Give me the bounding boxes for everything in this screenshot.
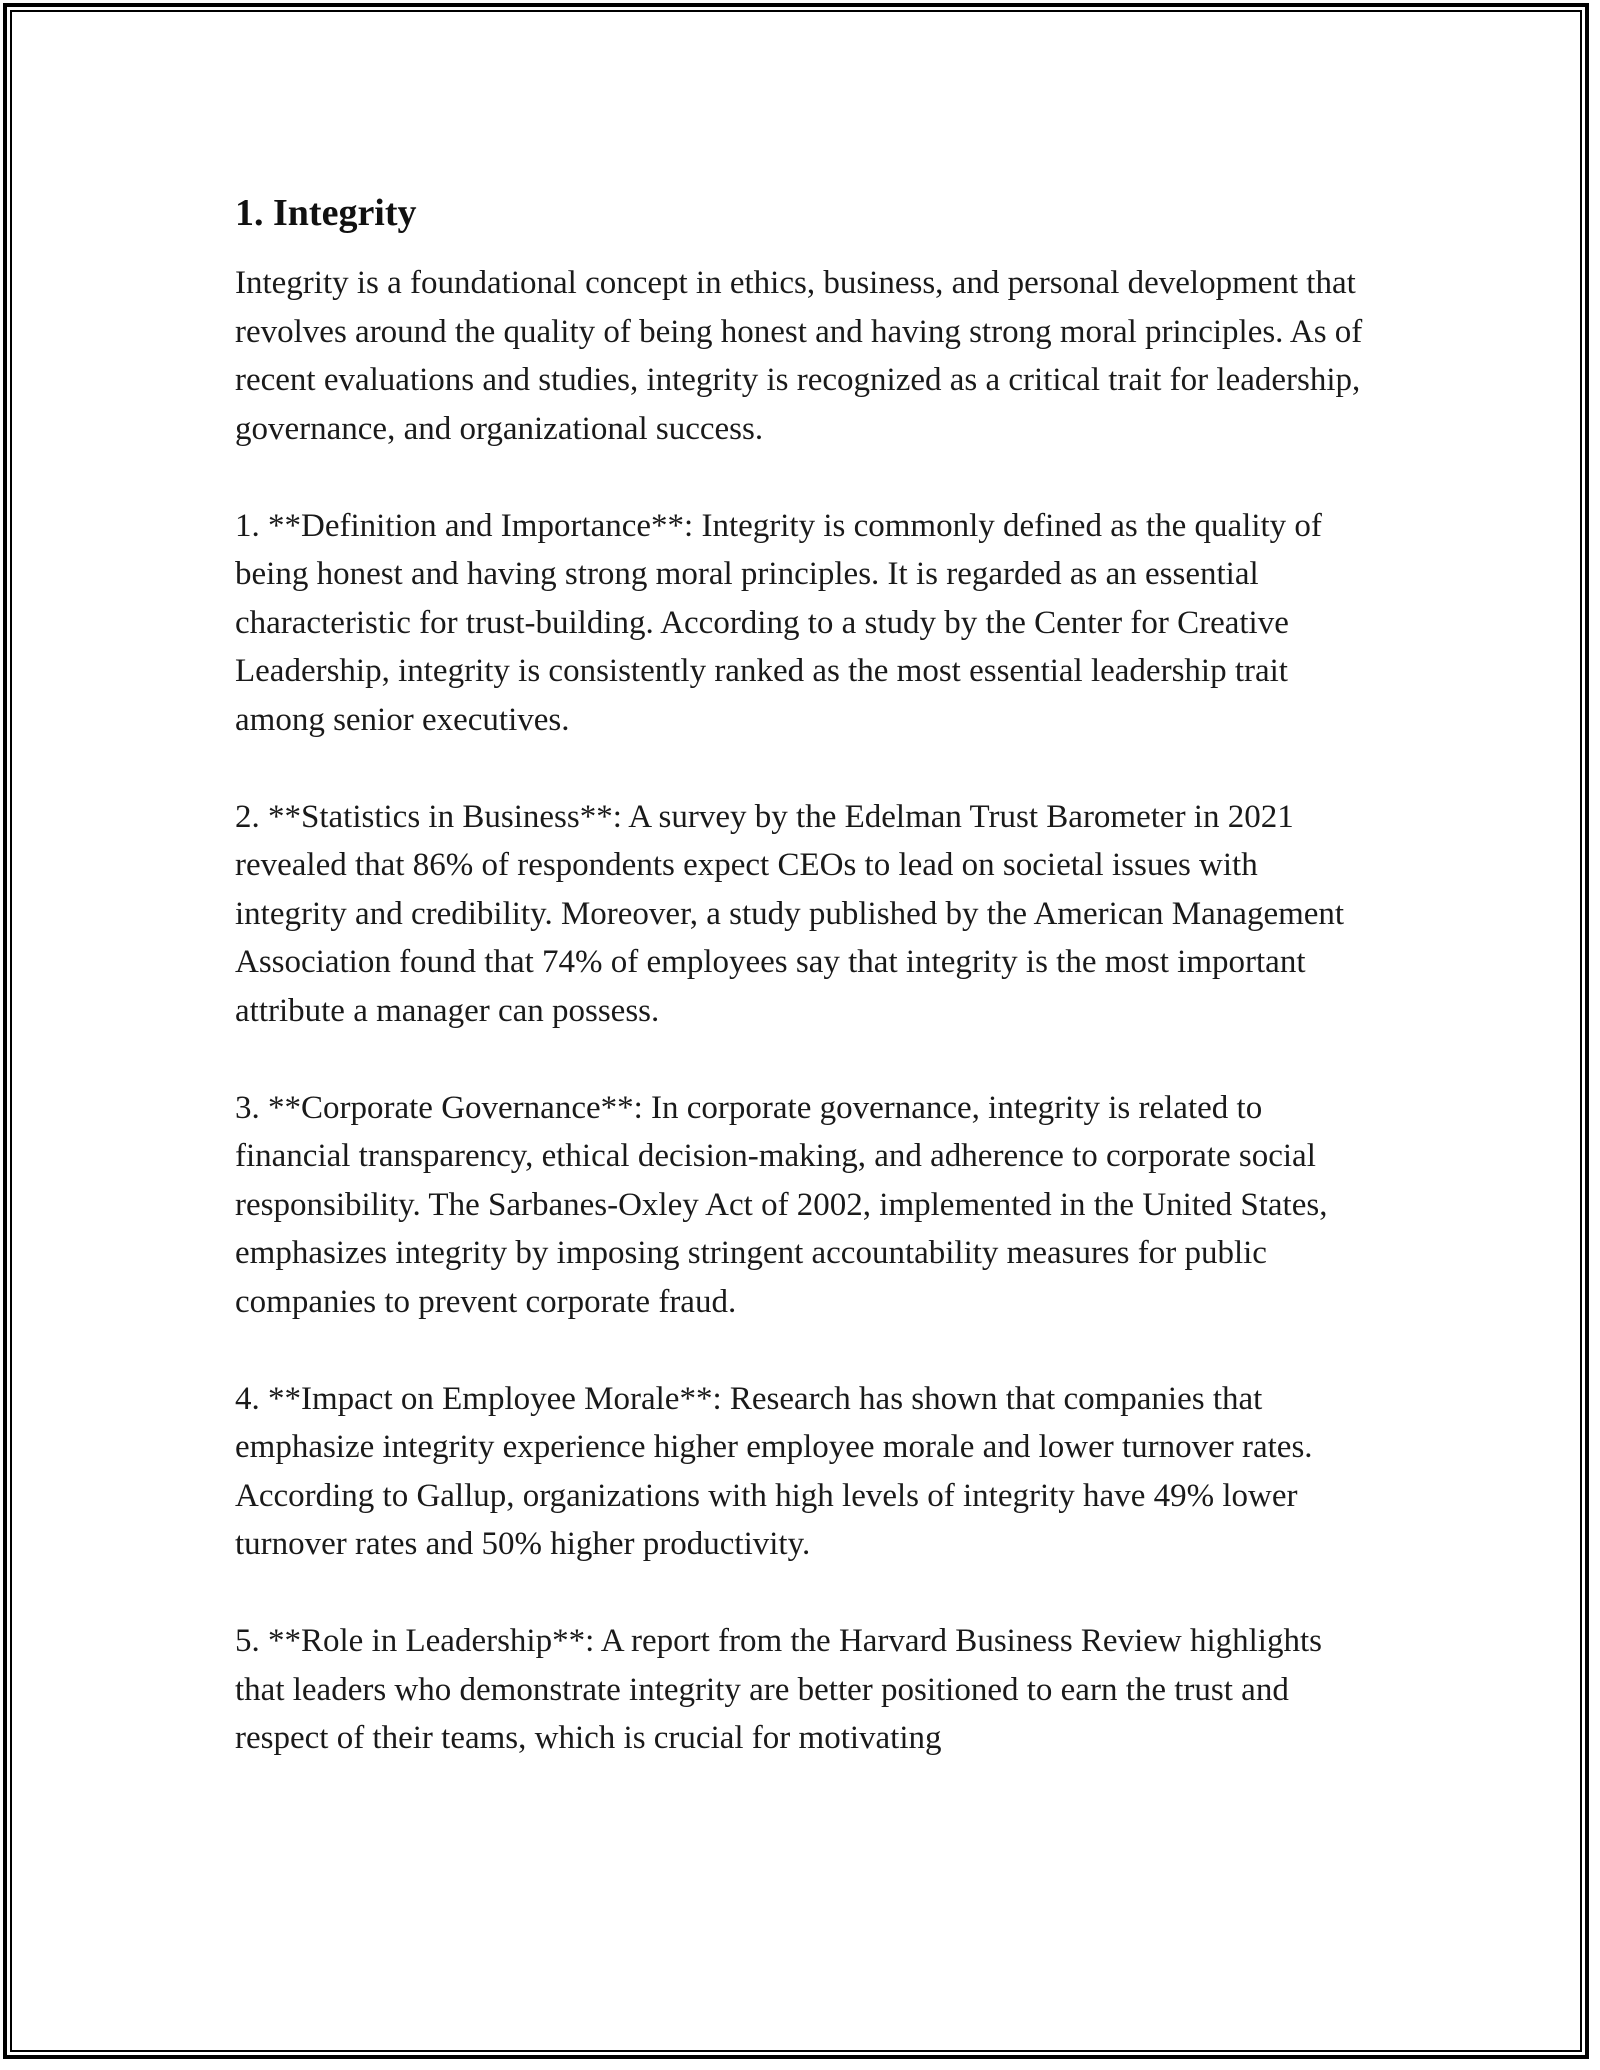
document-body bbox=[235, 185, 1365, 1811]
section-heading: 1. Integrity bbox=[235, 192, 417, 234]
paragraph-definition-importance: 1. **Definition and Importance**: Integrity is commonly defined as the quality of being honest and having strong moral principles. It is regarded as an essential characteristic for trust-building. According to a study by the Center for Creative Leadership, integrity is consistently ranked as the most essential leadership trait among senior executives. bbox=[235, 507, 1322, 738]
paragraph-statistics-business: 2. **Statistics in Business**: A survey by the Edelman Trust Barometer in 2021 revealed that 86% of respondents expect CEOs to lead on societal issues with integrity and credibility. Moreover, a study published by the American Management Association found that 74% of employees say that integrity is the most important attribute a manager can possess. bbox=[235, 798, 1345, 1029]
intro-paragraph: Integrity is a foundational concept in ethics, business, and personal development that revolves around the quality of being honest and having strong moral principles. As of recent evaluations and studies, integrity is recognized as a critical trait for leadership, governance, and organizational success. bbox=[235, 265, 1363, 447]
paragraph-role-leadership: 5. **Role in Leadership**: A report from the Harvard Business Review highlights that leaders who demonstrate integrity are better positioned to earn the trust and respect of their teams, which is crucial for motivating bbox=[235, 1623, 1322, 1756]
paragraph-employee-morale: 4. **Impact on Employee Morale**: Research has shown that companies that emphasize integrity experience higher employee morale and lower turnover rates. According to Gallup, organizations with high levels of integrity have 49% lower turnover rates and 50% higher productivity. bbox=[235, 1380, 1313, 1562]
paragraph-corporate-governance: 3. **Corporate Governance**: In corporate governance, integrity is related to financial transparency, ethical decision-making, and adherence to corporate social responsibility. The Sarbanes-Oxley Act of 2002, implemented in the United States, emphasizes integrity by imposing stringent accountability measures for public companies to prevent corporate fraud. bbox=[235, 1089, 1328, 1320]
